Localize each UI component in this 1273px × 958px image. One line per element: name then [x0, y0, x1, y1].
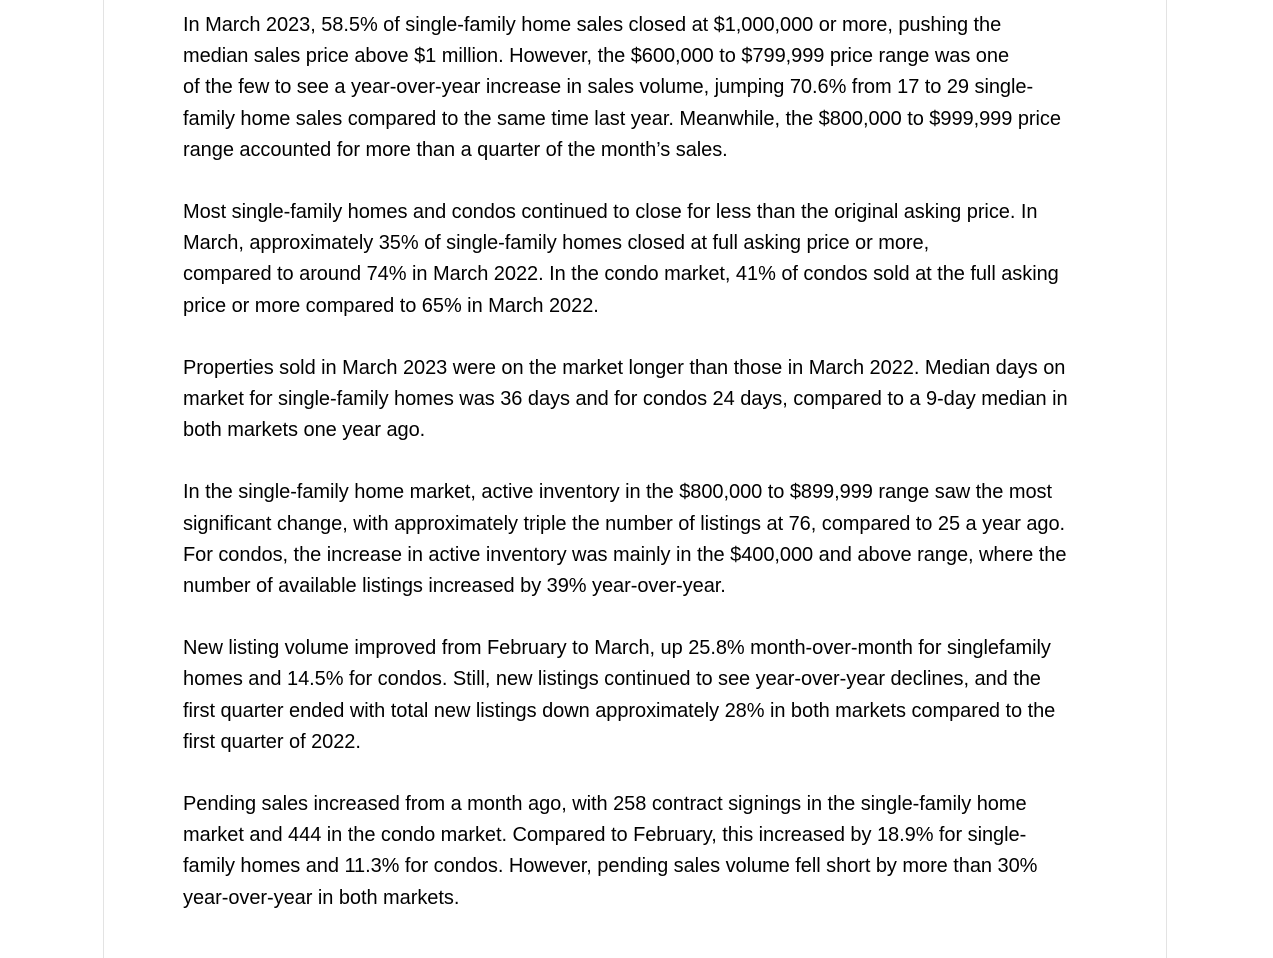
paragraph-line: range accounted for more than a quarter of the month’s sales.	[183, 138, 728, 161]
paragraph-new-listings	[183, 633, 1093, 758]
paragraph-line: March, approximately 35% of single-family homes closed at full asking price or more,	[183, 232, 930, 255]
paragraph-line: homes and 14.5% for condos. Still, new listings continued to see year-over-year declines, and the	[183, 668, 1041, 691]
paragraph-line: family home sales compared to the same time last year. Meanwhile, the $800,000 to $999,999 price	[183, 107, 1061, 130]
paragraph-line: Most single-family homes and condos continued to close for less than the original asking price. In	[183, 201, 1038, 224]
paragraph-line: New listing volume improved from February to March, up 25.8% month-over-month for singlefamily	[183, 637, 1051, 660]
paragraph-sales-price-ranges	[183, 10, 1093, 166]
paragraph-line: number of available listings increased by 39% year-over-year.	[183, 575, 726, 598]
paragraph-asking-price	[183, 197, 1093, 322]
paragraph-line: In March 2023, 58.5% of single-family home sales closed at $1,000,000 or more, pushing the	[183, 14, 1002, 36]
paragraph-line: median sales price above $1 million. However, the $600,000 to $799,999 price range was one	[183, 45, 1010, 68]
paragraph-line: first quarter of 2022.	[183, 730, 361, 753]
paragraph-line: market and 444 in the condo market. Compared to February, this increased by 18.9% for single-	[183, 824, 1027, 847]
paragraph-line: market for single-family homes was 36 days and for condos 24 days, compared to a 9-day median in	[183, 388, 1068, 411]
paragraph-line: significant change, with approximately triple the number of listings at 76, compared to 25 a year ago.	[183, 512, 1066, 535]
paragraph-line: of the few to see a year-over-year increase in sales volume, jumping 70.6% from 17 to 29 single-	[183, 76, 1034, 99]
paragraph-active-inventory	[183, 477, 1093, 602]
article-body	[183, 10, 1093, 945]
paragraph-line: Properties sold in March 2023 were on the market longer than those in March 2022. Median days on	[183, 356, 1066, 379]
paragraph-pending-sales	[183, 789, 1093, 914]
paragraph-line: For condos, the increase in active inventory was mainly in the $400,000 and above range, where the	[183, 543, 1067, 566]
paragraph-line: year-over-year in both markets.	[183, 886, 460, 909]
paragraph-line: family homes and 11.3% for condos. However, pending sales volume fell short by more than 30%	[183, 855, 1038, 878]
paragraph-line: Pending sales increased from a month ago, with 258 contract signings in the single-family home	[183, 793, 1027, 816]
paragraph-line: In the single-family home market, active inventory in the $800,000 to $899,999 range saw the most	[183, 481, 1052, 504]
paragraph-line: compared to around 74% in March 2022. In the condo market, 41% of condos sold at the full asking	[183, 263, 1059, 286]
paragraph-line: price or more compared to 65% in March 2022.	[183, 294, 599, 317]
paragraph-line: both markets one year ago.	[183, 419, 426, 442]
paragraph-line: first quarter ended with total new listings down approximately 28% in both markets compared to the	[183, 699, 1056, 722]
paragraph-days-on-market	[183, 353, 1093, 447]
